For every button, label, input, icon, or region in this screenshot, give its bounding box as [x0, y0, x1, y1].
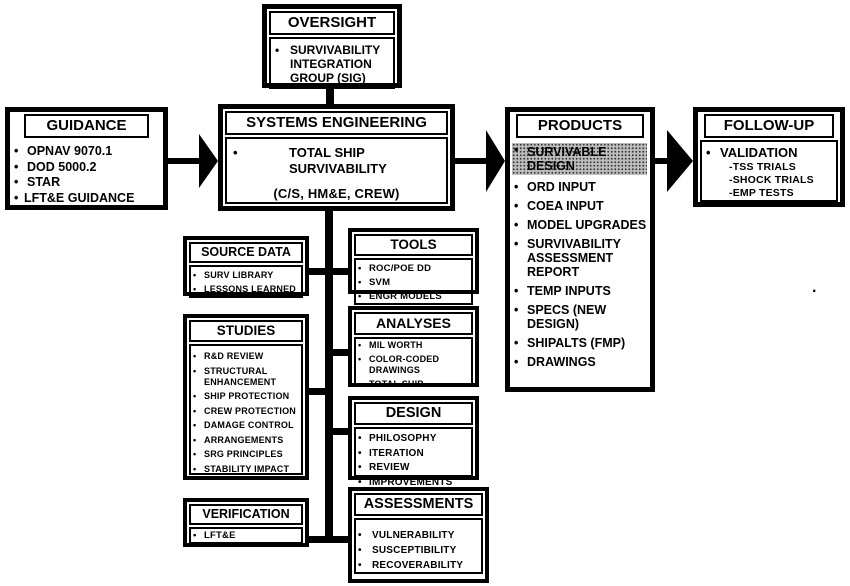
list-item: • SPECS (NEW DESIGN) [512, 303, 647, 331]
sub-list-item: -TSS TRIALS [729, 161, 796, 173]
list-item: • ORD INPUT [512, 180, 647, 194]
list-item: • LESSONS LEARNED [191, 284, 301, 295]
connector-studies-spine [309, 388, 329, 395]
studies-box [183, 314, 309, 480]
oversight-title: OVERSIGHT [269, 11, 395, 35]
connector-sourcedata-tools [309, 268, 348, 275]
verification-box [183, 498, 309, 547]
systems-engineering-title: SYSTEMS ENGINEERING [225, 111, 448, 135]
design-box [348, 396, 479, 488]
sub-list-item: -SHOCK TRIALS [729, 174, 814, 186]
arrowhead-guidance-to-se-icon [199, 134, 218, 188]
list-item: • RECOVERABILITY [356, 560, 481, 571]
list-item: • REVIEW [356, 462, 471, 473]
connector-se-to-products [454, 158, 488, 164]
verification-body [189, 527, 303, 544]
systems-engineering-body [225, 137, 448, 204]
list-item: • SURVIVABILITY INTEGRATION GROUP (SIG) [273, 43, 391, 85]
products-box [505, 107, 655, 392]
sub-list-item: -EMP TESTS [729, 187, 794, 199]
follow-up-title: FOLLOW-UP [704, 114, 834, 138]
list-item: • IMPROVEMENTS [356, 477, 471, 488]
connector-guidance-to-se [167, 158, 201, 164]
list-item: • LFT&E GUIDANCE [12, 191, 161, 207]
list-item: • MIL WORTH [356, 340, 471, 351]
list-item: • STABILITY IMPACT [191, 464, 301, 475]
list-item: • MODEL UPGRADES [512, 218, 647, 232]
list-item: • ROC/POE DD [356, 263, 471, 274]
connector-spine-design [330, 428, 349, 435]
list-item-highlighted: • SURVIVABLE DESIGN [512, 143, 647, 175]
list-item: • SURVIVABILITY ASSESSMENT REPORT [512, 237, 647, 279]
connector-spine-analyses [330, 349, 349, 356]
oversight-box [262, 4, 402, 88]
list-item: • SRG PRINCIPLES [191, 449, 301, 460]
list-item: • SVM [356, 277, 471, 288]
list-item: • STRUCTURAL ENHANCEMENT [191, 366, 299, 388]
source-data-title: SOURCE DATA [189, 242, 303, 263]
list-item: • R&D REVIEW [191, 351, 301, 362]
list-item: • DRAWINGS [512, 355, 647, 369]
tools-title: TOOLS [354, 234, 473, 256]
design-body [354, 427, 473, 488]
tools-box [348, 228, 479, 302]
studies-body [189, 344, 303, 475]
analyses-body [354, 337, 473, 389]
list-item: • ITERATION [356, 448, 471, 459]
oversight-body [269, 37, 395, 89]
guidance-body [12, 140, 161, 206]
follow-up-box [693, 107, 845, 207]
arrowhead-se-to-products-icon [486, 130, 505, 192]
list-item: • ARRANGEMENTS [191, 435, 301, 446]
list-item: • DAMAGE CONTROL [191, 420, 301, 431]
list-item: • ENGR MODELS [356, 291, 471, 302]
follow-up-body [700, 140, 838, 202]
list-item: • SHIP PROTECTION [191, 391, 301, 402]
analyses-title: ANALYSES [354, 312, 473, 335]
products-title: PRODUCTS [516, 114, 644, 138]
tools-body [354, 258, 473, 305]
assessments-box [348, 487, 489, 583]
list-item: • VULNERABILITY [356, 530, 481, 541]
list-item: • COEA INPUT [512, 199, 647, 213]
analyses-box [348, 306, 479, 387]
systems-engineering-box [218, 104, 455, 211]
list-item: • SHIPALTS (FMP) [512, 336, 647, 350]
list-item: • VALIDATION [704, 145, 834, 161]
list-item: • PHILOSOPHY [356, 433, 471, 444]
connector-verification-assessments [309, 536, 349, 543]
list-item: • COLOR-CODED DRAWINGS [356, 354, 459, 376]
assessments-body [354, 518, 483, 574]
products-body [512, 140, 648, 369]
arrowhead-products-to-followup-icon [667, 130, 693, 192]
design-title: DESIGN [354, 402, 473, 425]
guidance-box [5, 107, 168, 210]
connector-central-spine [325, 209, 333, 543]
list-item: • TOTAL SHIP SURVIVABILITY [231, 145, 442, 177]
list-item: • SUSCEPTIBILITY [356, 545, 481, 556]
list-item: • STAR [12, 175, 161, 191]
assessments-title: ASSESSMENTS [354, 493, 483, 516]
list-item: • TEMP INPUTS [512, 284, 647, 298]
list-item: • DOD 5000.2 [12, 160, 161, 176]
list-item: • SURV LIBRARY [191, 270, 301, 281]
list-item: • TOTAL SHIP [356, 379, 471, 390]
list-item: • LFT&E [191, 530, 301, 541]
list-item: • CREW PROTECTION [191, 406, 301, 417]
source-data-body [189, 265, 303, 298]
verification-title: VERIFICATION [189, 504, 303, 525]
stray-period-mark: . [812, 279, 817, 296]
source-data-box [183, 236, 309, 296]
list-item: • OPNAV 9070.1 [12, 144, 161, 160]
guidance-title: GUIDANCE [24, 114, 149, 138]
systems-engineering-note: (C/S, HM&E, CREW) [273, 186, 400, 201]
studies-title: STUDIES [189, 320, 303, 342]
